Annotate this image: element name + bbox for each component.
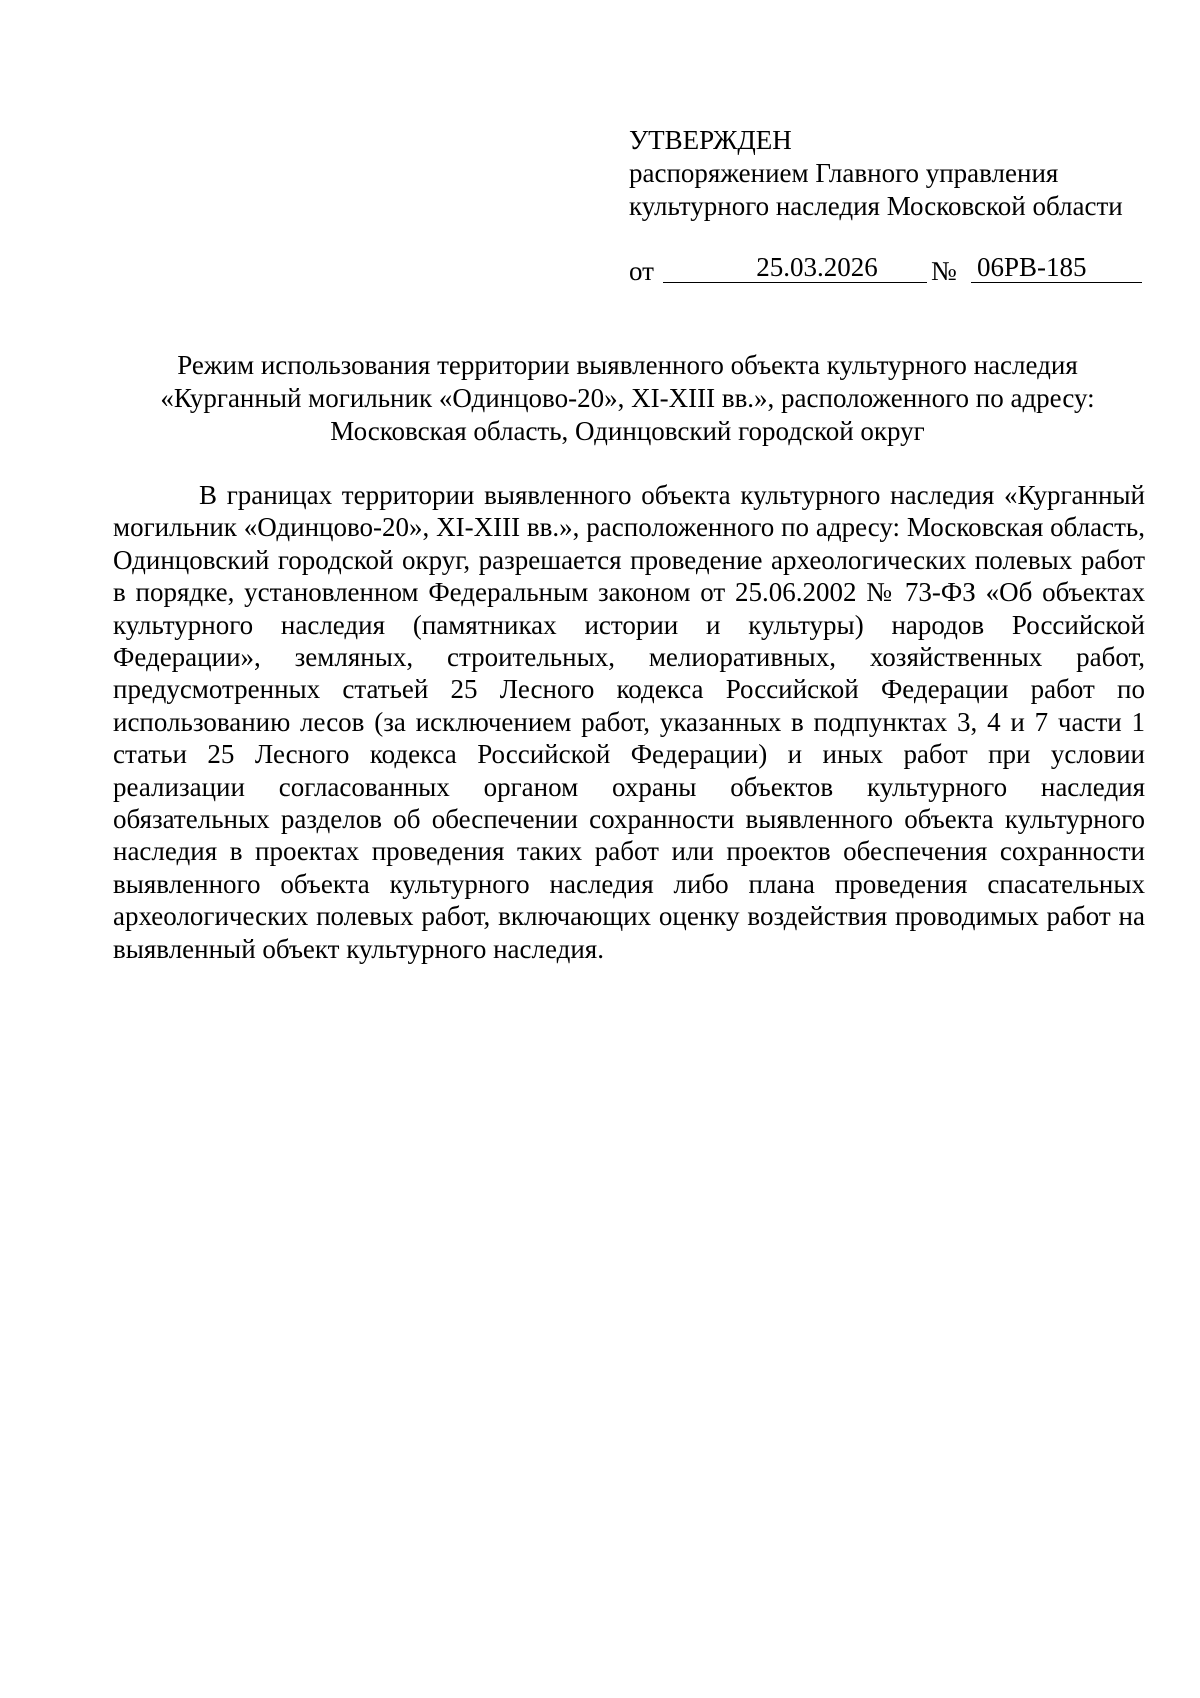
title-line-3: Московская область, Одинцовский городской округ <box>330 416 925 446</box>
registration-number: 06РВ-185 <box>971 252 1142 283</box>
approval-heading: УТВЕРЖДЕН <box>629 125 792 155</box>
approval-block <box>629 124 1149 223</box>
approval-line-2: культурного наследия Московской области <box>629 191 1123 221</box>
registration-row <box>629 252 1142 286</box>
document-title <box>110 349 1145 448</box>
approval-line-1: распоряжением Главного управления <box>629 158 1059 188</box>
title-line-2: «Курганный могильник «Одинцово-20», XI-XIII вв.», расположенного по адресу: <box>160 383 1095 413</box>
body-paragraph: В границах территории выявленного объекта культурного наследия «Курганный могильник «Одинцово-20», XI-XIII вв.», расположенного по адресу: Московская область, Одинцовский городской округ, разрешается проведение археологических полевых работ в порядке, установленном Федеральным законом от 25.06.2002 № 73-ФЗ «Об объектах культурного наследия (памятниках истории и культуры) народов Российской Федерации», земляных, строительных, мелиоративных, хозяйственных работ, предусмотренных статьей 25 Лесного кодекса Российской Федерации работ по использованию лесов (за исключением работ, указанных в подпунктах 3, 4 и 7 части 1 статьи 25 Лесного кодекса Российской Федерации) и иных работ при условии реализации согласованных органом охраны объектов культурного наследия обязательных разделов об обеспечении сохранности выявленного объекта культурного наследия в проектах проведения таких работ или проектов обеспечения сохранности выявленного объекта культурного наследия либо плана проведения спасательных археологических полевых работ, включающих оценку воздействия проводимых работ на выявленный объект культурного наследия. <box>113 480 1145 964</box>
title-line-1: Режим использования территории выявленного объекта культурного наследия <box>177 350 1078 380</box>
number-prefix: № <box>931 256 957 286</box>
registration-date: 25.03.2026 <box>663 252 927 283</box>
date-prefix: от <box>629 256 654 286</box>
